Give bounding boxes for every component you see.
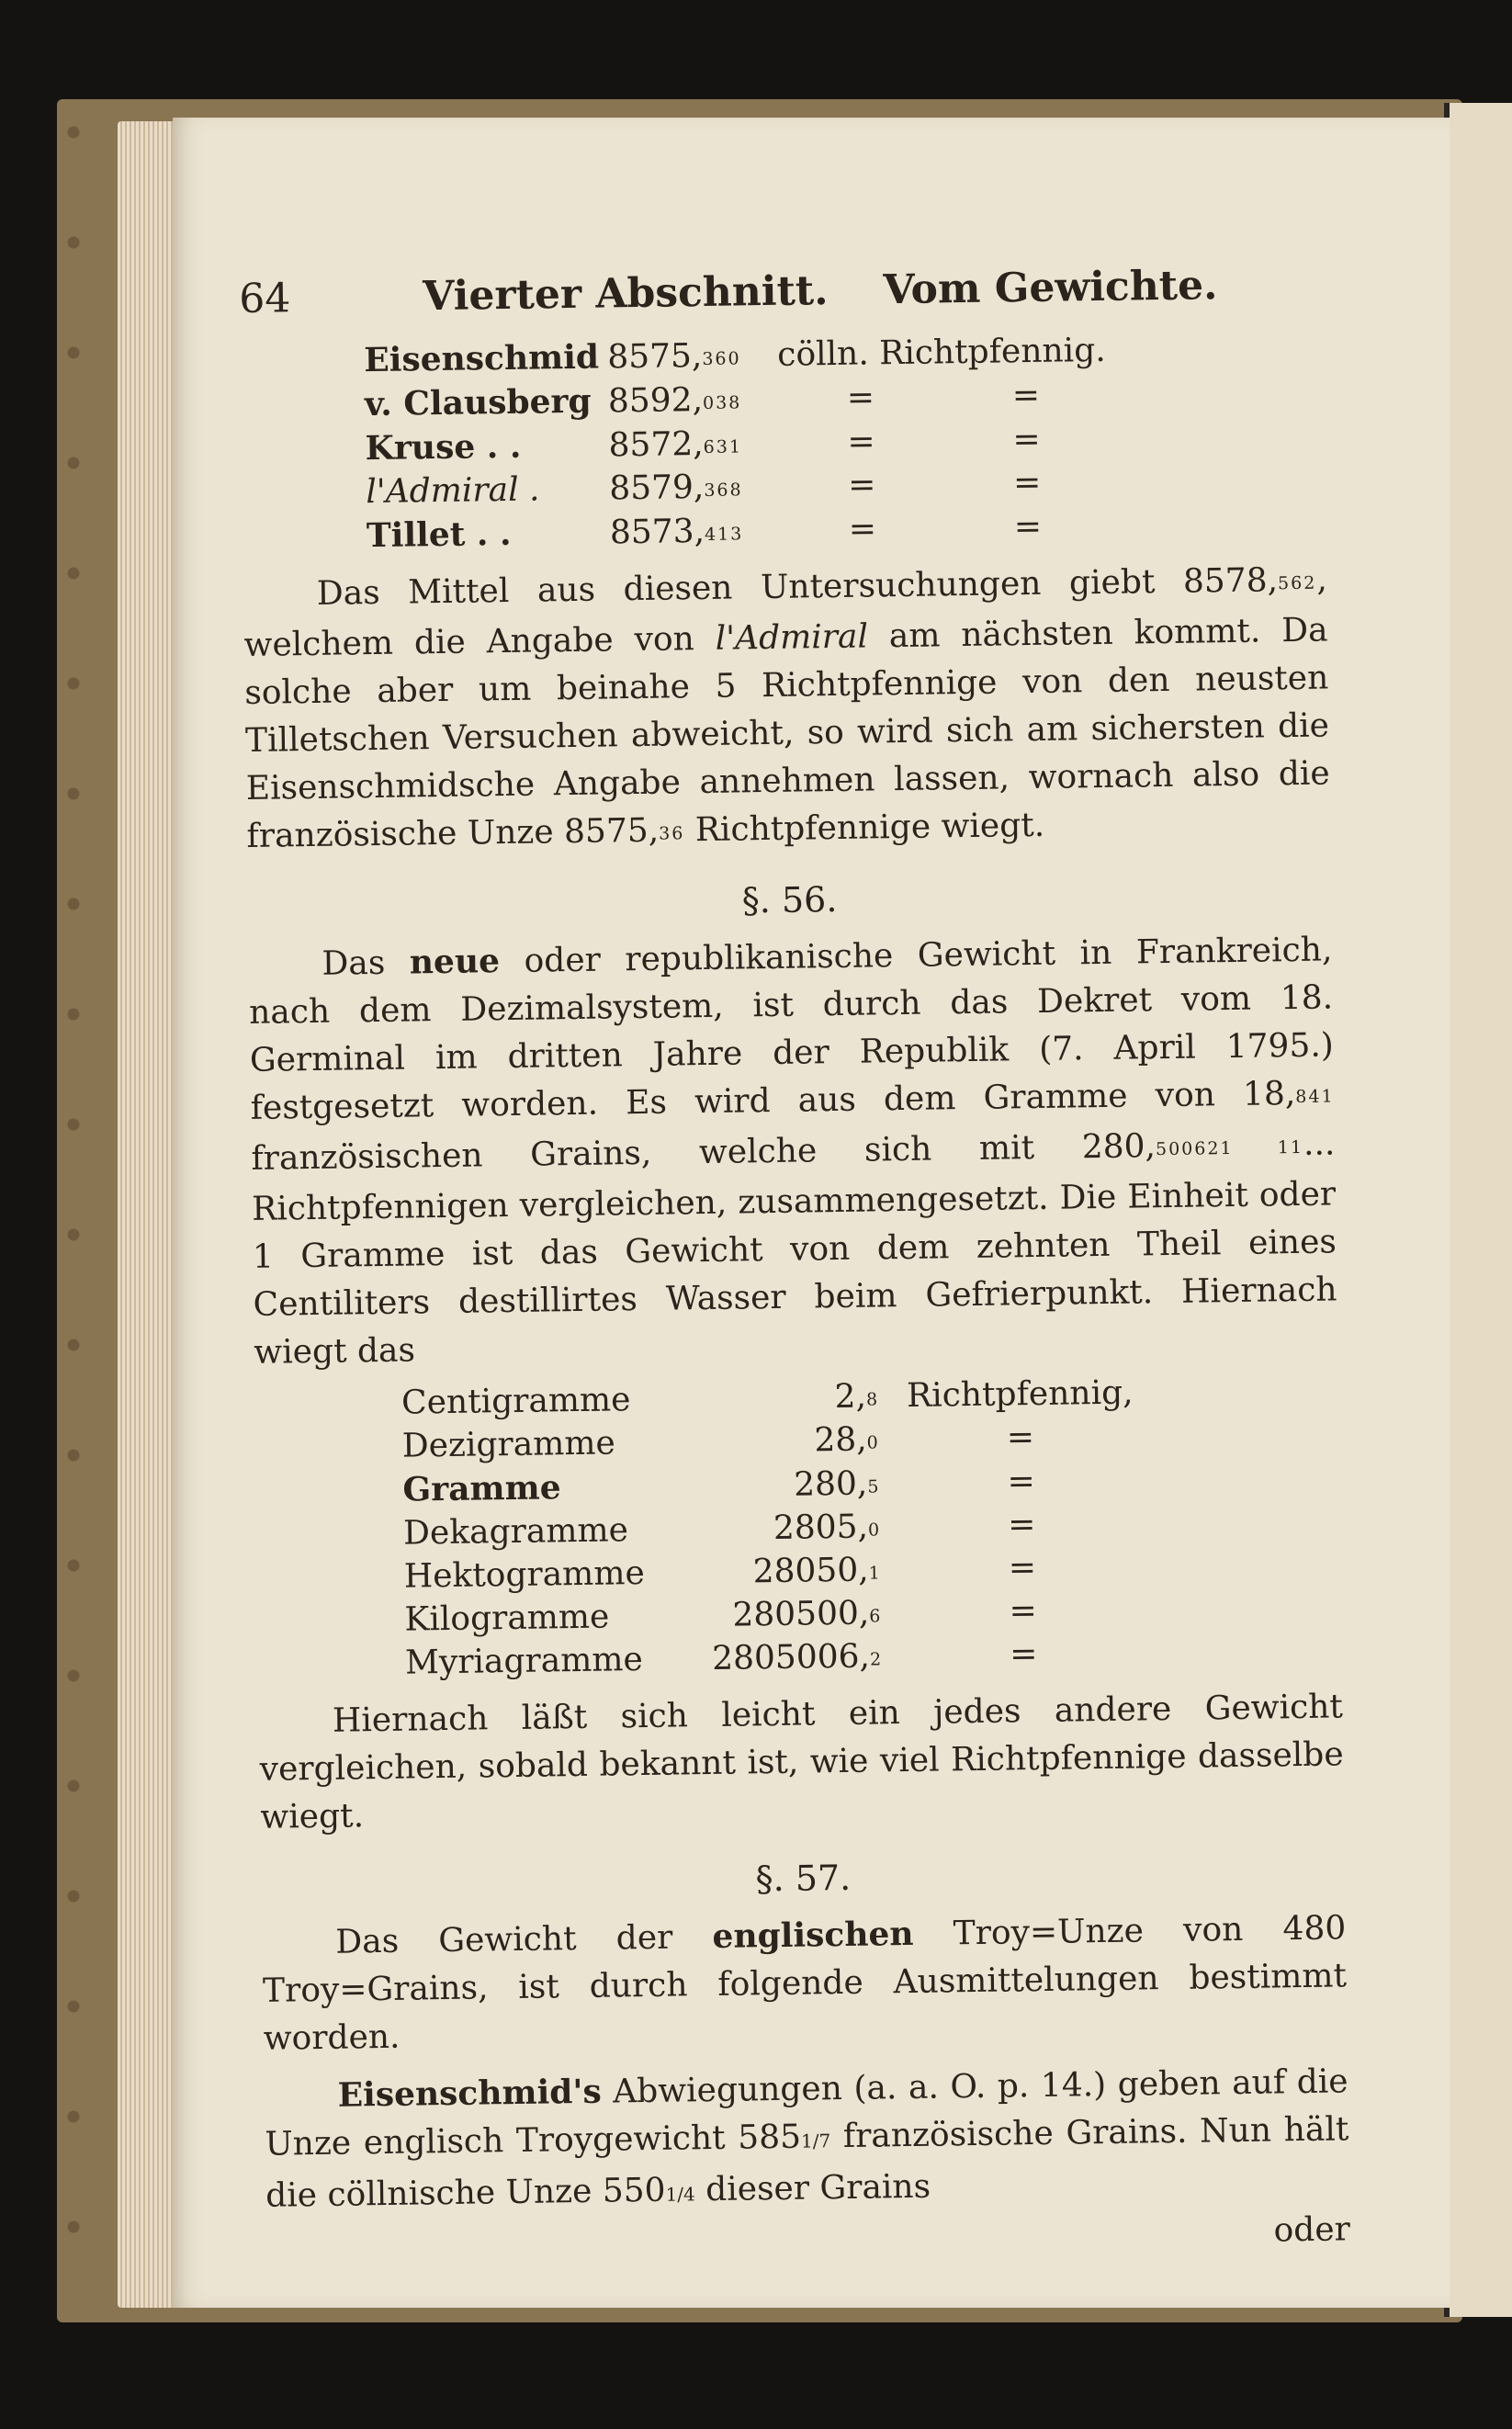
ditto-mark: =	[847, 423, 875, 461]
catchword: oder	[1273, 2210, 1351, 2250]
ditto-mark: =	[1009, 1635, 1038, 1674]
unit-label: Richtpfennig,	[906, 1373, 1134, 1415]
weight-value: 28050,1	[752, 1551, 882, 1591]
source-name: Kruse . .	[365, 426, 522, 469]
ditto-mark: =	[847, 466, 876, 504]
ditto-mark: =	[1006, 1418, 1035, 1457]
paragraph-decimal-system: Das neue oder republikanische Gewicht in Frankreich, nach dem Dezimalsystem, ist durch das Dekret vom 18. Germinal im dritten Jahre der Republik (7. April 1795.) festgesetzt worden. Es wird aus dem Gramme von 18,841 französischen Grains, welche sich mit 280,500621 11... Richtpfennigen vergleichen, zusammengesetzt. Die Einheit oder 1 Gramme ist das Gewicht von dem zehnten Theil eines Centiliters destillirtes Wasser beim Gefrierpunkt. Hiernach wiegt das	[248, 931, 1337, 1372]
page-edges	[118, 121, 173, 2308]
metric-weights-table	[401, 1374, 1137, 1688]
ditto-mark: =	[1012, 420, 1041, 459]
topic-title: Vom Gewichte.	[883, 262, 1218, 314]
weight-value: 8579,368	[608, 468, 743, 508]
section-title: Vierter Abschnitt.	[422, 267, 829, 321]
unit-name: Dezigramme	[401, 1424, 616, 1465]
weight-value: 8572,631	[608, 424, 743, 465]
paragraph-eisenschmid: Eisenschmid's Abwiegungen (a. a. O. p. 14.) geben auf die Unze englisch Troygewicht 5851/7 französische Grains. Nun hält die cöllnische Unze 5501/4 dieser Grains	[265, 2062, 1349, 2215]
table-row	[405, 1634, 1137, 1688]
page-number: 64	[239, 275, 291, 322]
weight-value: 280,5	[793, 1464, 881, 1504]
unit-name: Myriagramme	[404, 1641, 644, 1682]
ditto-mark: =	[1008, 1549, 1037, 1587]
weight-value: 28,0	[814, 1420, 880, 1460]
unit-name: Centigramme	[401, 1381, 631, 1422]
weight-value: 8575,360	[606, 336, 741, 377]
unit-name: Gramme	[402, 1468, 561, 1509]
ditto-mark: =	[1007, 1506, 1036, 1544]
paragraph-troy-ounce: Das Gewicht der englischen Troy=Unze von 480 Troy=Grains, ist durch folgende Ausmittelungen bestimmt worden.	[262, 1909, 1348, 2058]
weight-value: 8573,413	[609, 512, 744, 552]
unit-name: Kilogramme	[404, 1598, 610, 1639]
unit-label: cölln. Richtpfennig.	[776, 331, 1106, 374]
ditto-mark: =	[1009, 1592, 1037, 1631]
ditto-mark: =	[1013, 507, 1043, 547]
table-row	[367, 506, 1111, 560]
source-name: Tillet . .	[366, 514, 512, 556]
ditto-mark: =	[848, 510, 877, 548]
unit-name: Hektogramme	[403, 1553, 646, 1596]
section-heading-57: §. 57.	[755, 1857, 852, 1900]
weight-value: 280500,6	[732, 1594, 883, 1634]
source-name: l'Admiral .	[366, 470, 540, 512]
source-name: Eisenschmid	[364, 337, 600, 380]
unit-name: Dekagramme	[402, 1511, 629, 1553]
weight-value: 8592,038	[607, 380, 742, 421]
ditto-mark: =	[846, 378, 875, 417]
page-content	[239, 261, 1350, 2264]
paragraph-mean: Das Mittel aus diesen Untersuchungen giebt 8578,562, welchem die Angabe von l'Admiral am nächsten kommt. Da solche aber um beinahe 5 Richtpfennige von den neusten Tilletschen Versuchen abweicht, so wird sich am sichersten die Eisenschmidsche Angabe annehmen lassen, wornach also die französische Unze 8575,36 Richtpfennige wiegt.	[243, 560, 1330, 855]
ounce-weights-table	[364, 331, 1111, 560]
weight-value: 2,8	[834, 1377, 880, 1417]
weight-value: 2805006,2	[711, 1637, 884, 1678]
section-heading-56: §. 56.	[741, 878, 838, 921]
ditto-mark: =	[1007, 1463, 1036, 1501]
ditto-mark: =	[1012, 463, 1042, 503]
facing-page-edge	[1444, 103, 1512, 2317]
ditto-mark: =	[1011, 376, 1041, 415]
weight-value: 2805,0	[773, 1508, 882, 1548]
source-name: v. Clausberg	[364, 381, 592, 424]
paragraph-comparison: Hiernach läßt sich leicht ein jedes andere Gewicht vergleichen, sobald bekannt ist, wie viel Richtpfennige dasselbe wiegt.	[259, 1688, 1344, 1836]
